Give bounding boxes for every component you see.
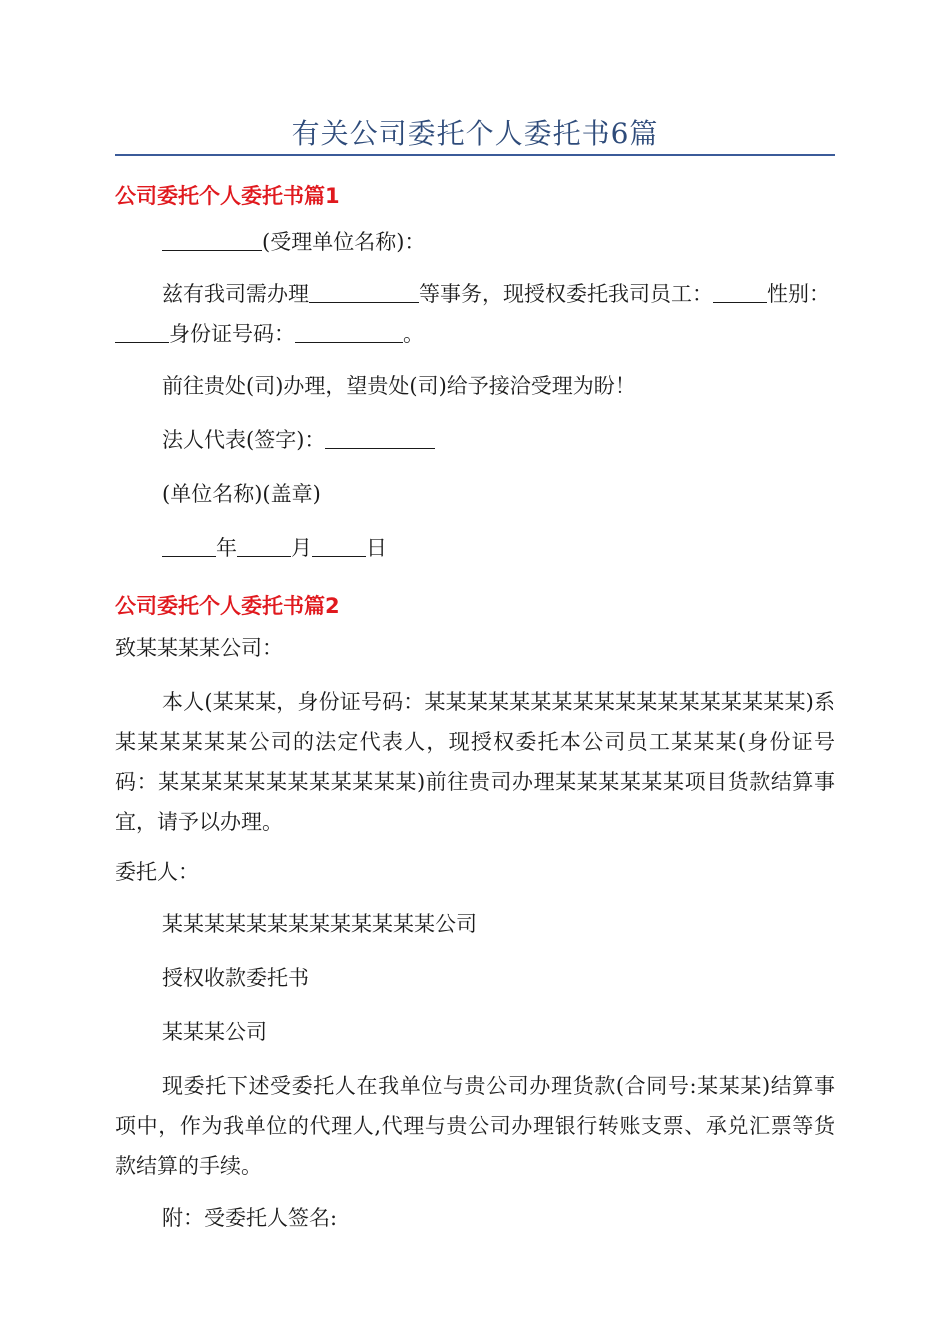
blank-field — [295, 320, 403, 343]
section-2-signature-line: 附：受委托人签名: — [162, 1206, 338, 1230]
title-underline — [115, 154, 835, 156]
section-2-heading: 公司委托个人委托书篇2 — [115, 594, 340, 618]
blank-field — [713, 280, 767, 303]
day-blank — [312, 534, 366, 557]
section-1-request-line: 前往贵处(司)办理，望贵处(司)给予接洽受理为盼！ — [162, 374, 636, 398]
section-2-addressee: 致某某某某公司： — [115, 636, 283, 660]
blank-field — [162, 228, 262, 251]
month-blank — [237, 534, 291, 557]
document-title: 有关公司委托个人委托书6篇 — [291, 117, 659, 150]
section-1-recipient-line: (受理单位名称)： — [115, 222, 835, 262]
section-1-seal-line: (单位名称)(盖章) — [162, 482, 321, 506]
section-2-statement-paragraph: 本人(某某某，身份证号码：某某某某某某某某某某某某某某某某某某)系某某某某某某公司的法定代表人，现授权委托本公司员工某某某(身份证号码：某某某某某某某某某某某某)前往贵司办理某某某某某某项目货款结算事宜，请予以办理。 — [115, 690, 835, 834]
blank-field — [115, 320, 169, 343]
blank-field — [309, 280, 419, 303]
section-2-recipient-company: 某某某公司 — [162, 1020, 267, 1044]
year-blank — [162, 534, 216, 557]
section-2-principal-label: 委托人： — [115, 860, 199, 884]
section-2-subtitle: 授权收款委托书 — [162, 966, 309, 990]
section-1-legal-rep-line: 法人代表(签字)： — [115, 420, 835, 460]
section-2-authorization-paragraph: 现委托下述受委托人在我单位与贵公司办理货款(合同号:某某某)结算事项中，作为我单位的代理人,代理与贵公司办理银行转账支票、承兑汇票等货款结算的手续。 — [115, 1074, 835, 1178]
signature-blank — [325, 426, 435, 449]
section-1-heading: 公司委托个人委托书篇1 — [115, 184, 340, 208]
section-2-company-name: 某某某某某某某某某某某某某公司 — [162, 912, 477, 936]
section-1-date-line: 年 月 日 — [115, 528, 835, 568]
section-1-authorization-paragraph: 兹有我司需办理 等事务，现授权委托我司员工： 性别：身份证号码： 。 — [115, 274, 835, 354]
